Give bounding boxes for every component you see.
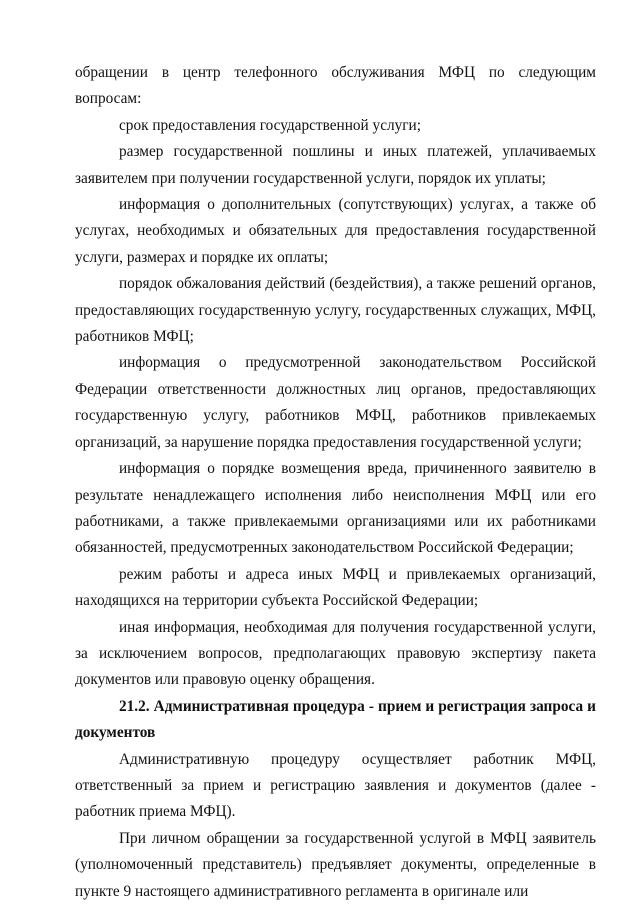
paragraph-item: информация о дополнительных (сопутствующих) услугах, а также об услугах, необходимых и обязательных для предоставления государственной услуги, размерах и порядке их оплаты; <box>75 196 596 266</box>
paragraph-item: порядок обжалования действий (бездействия), а также решений органов, предоставляющих государственную услугу, государственных служащих, МФЦ, работников МФЦ; <box>75 275 596 346</box>
paragraph-item: информация о предусмотренной законодательством Российской Федерации ответственности должностных лиц органов, предоставляющих государственную услугу, работников МФЦ, работников привлекаемых организаций, за нарушение порядка предоставления государственной услуги; <box>75 354 596 451</box>
paragraph-item: срок предоставления государственной услуги; <box>119 116 421 134</box>
section-heading: 21.2. Административная процедура - прием и регистрация запроса и документов <box>75 697 596 742</box>
paragraph-item: размер государственной пошлины и иных платежей, уплачиваемых заявителем при получении государственной услуги, порядок их уплаты; <box>75 143 596 187</box>
paragraph-item: информация о порядке возмещения вреда, причиненного заявителю в результате ненадлежащего исполнения либо неисполнения МФЦ или его работниками, а также привлекаемыми организациями или их работниками обязанностей, предусмотренных законодательством Российской Федерации; <box>75 460 596 557</box>
paragraph-body: Административную процедуру осуществляет работник МФЦ, ответственный за прием и регистрацию заявления и документов (далее - работник приема МФЦ). <box>75 750 596 821</box>
paragraph-item: иная информация, необходимая для получения государственной услуги, за исключением вопросов, предполагающих правовую экспертизу пакета документов или правовую оценку обращения. <box>75 618 596 689</box>
paragraph-intro: обращении в центр телефонного обслуживания МФЦ по следующим вопросам: <box>75 64 596 108</box>
document-body <box>75 60 596 905</box>
paragraph-item: режим работы и адреса иных МФЦ и привлекаемых организаций, находящихся на территории субъекта Российской Федерации; <box>75 565 596 610</box>
paragraph-body: При личном обращении за государственной услугой в МФЦ заявитель (уполномоченный представитель) предъявляет документы, определенные в пункте 9 настоящего административного регламента в оригинале или <box>75 829 596 900</box>
